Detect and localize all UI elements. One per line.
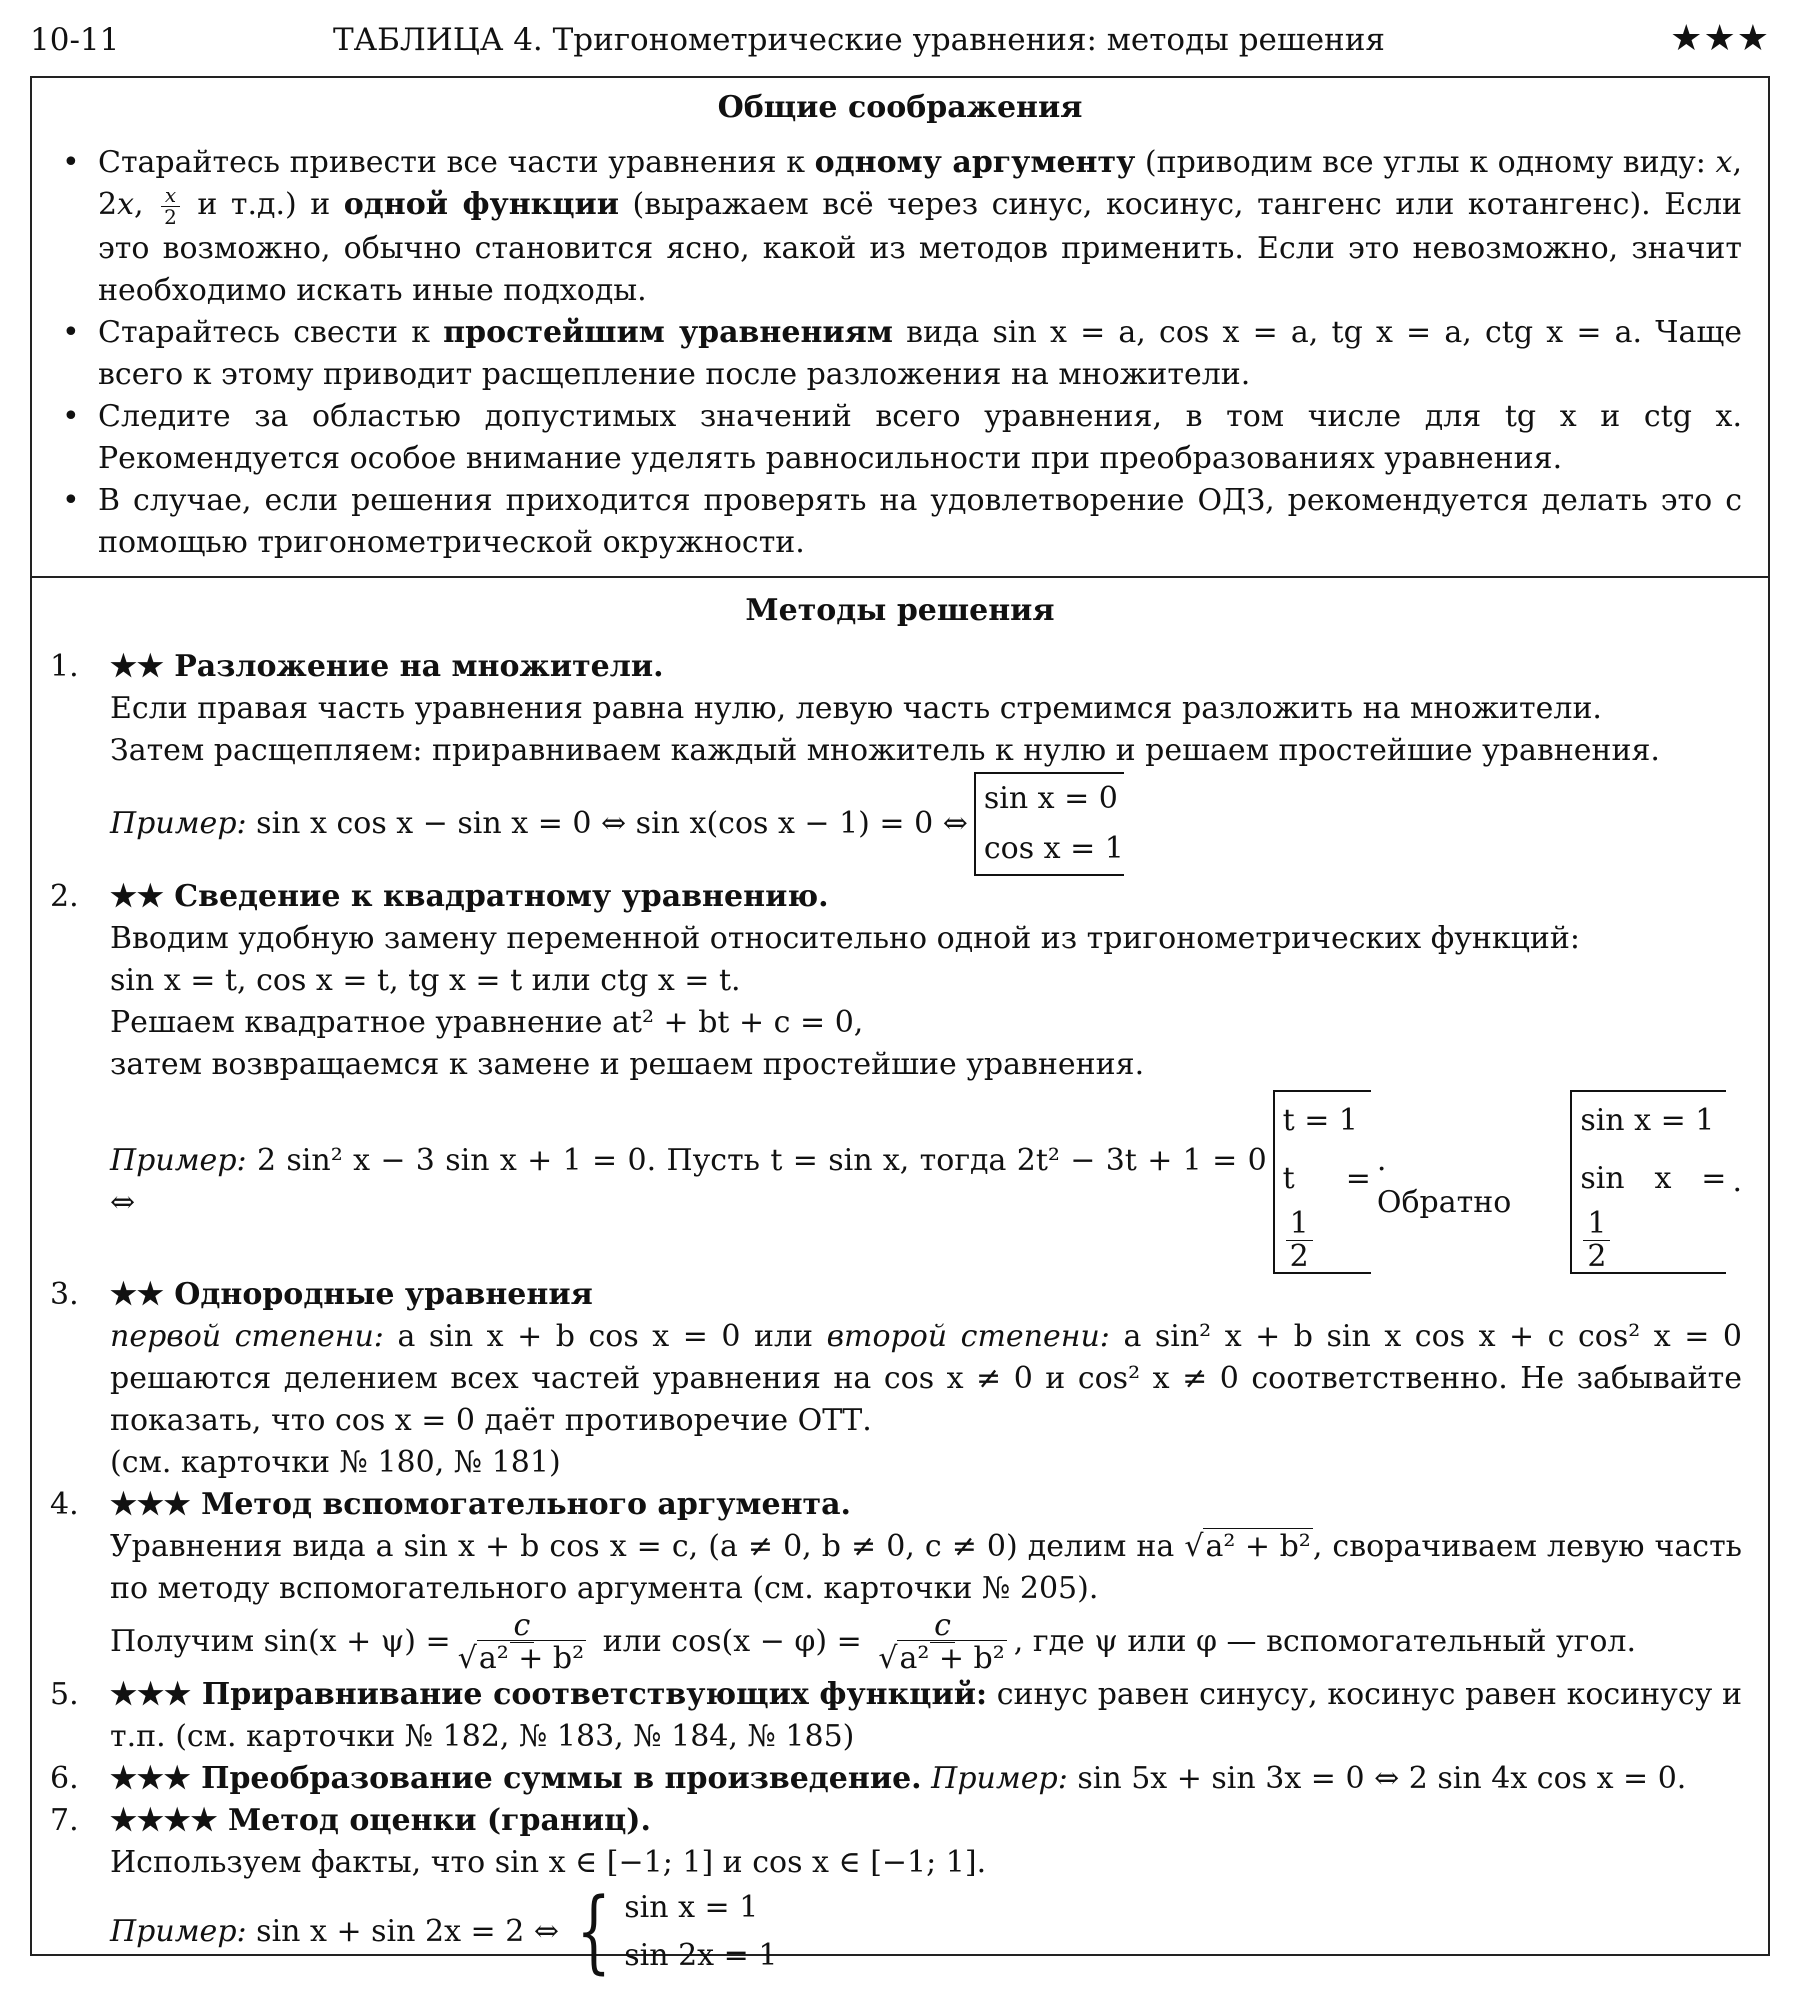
method-text: Используем факты, что sin x ∈ [−1; 1] и cos x ∈ [−1; 1]. xyxy=(110,1845,987,1880)
case-item: cos x = 1 xyxy=(983,831,1124,866)
methods-section-title: Методы решения xyxy=(745,593,1055,628)
content-box xyxy=(30,76,1770,1984)
x-over-2-fraction: $\frac{x}{2}$ xyxy=(160,185,181,228)
solution-set-bracket xyxy=(974,772,1124,876)
method-text: затем возвращаемся к замене и решаем простейшие уравнения. xyxy=(110,1047,1145,1082)
solution-set-bracket xyxy=(1570,1090,1726,1274)
bullet2-text-c: вида sin x = a, cos x = a, tg x = a, ctg x = a. Чаще всего к этому приводит расщепление после разложения на множители. xyxy=(98,314,1742,392)
case-item: t = 1 xyxy=(1282,1103,1359,1138)
example-label: Пример: xyxy=(921,1761,1068,1796)
method-estimation xyxy=(50,1800,1742,1984)
method-title: ★★★ Преобразование суммы в произведение. xyxy=(110,1761,922,1796)
section-divider xyxy=(32,576,1768,578)
back-substitution-label: . Обратно xyxy=(1376,1143,1512,1220)
sqrt-expression: √a² + b² xyxy=(1184,1529,1311,1564)
method-homogeneous xyxy=(50,1274,1742,1484)
one-half-fraction: $\frac{1}{2}$ xyxy=(1286,1208,1313,1272)
method-number: 3. xyxy=(50,1277,79,1312)
bullet-simplest-equations xyxy=(62,312,1742,396)
example-equation: sin x + sin 2x = 2 ⇔ xyxy=(246,1914,559,1949)
method-title: ★★★ Приравнивание соответствующих функций: xyxy=(110,1677,988,1712)
method-title: ★★ Однородные уравнения xyxy=(110,1277,593,1312)
bullet-one-argument: • Старайтесь привести все части уравнения к одному аргументу (приводим все углы к одному виду: x, 2x, $\frac{x}{2}$ и т.д.) и одной функции (выражаем всё через синус, косинус, тангенс или котангенс). Если это возможно, обычно становится ясно, какой из методов применить. Если это невозможно, значит необходимо искать иные подходы. xyxy=(62,142,1742,312)
grade-label: 10-11 xyxy=(30,22,120,58)
bullet1-text-c: (приводим все углы к одному виду: xyxy=(1135,145,1716,180)
methods-list xyxy=(50,646,1742,1984)
example-line xyxy=(110,772,1742,876)
method-number: 1. xyxy=(50,649,79,684)
general-bullets xyxy=(62,142,1742,564)
bullet1-bold-function: одной функции xyxy=(343,187,620,222)
method-factorization xyxy=(50,646,1742,876)
example-equation: 2 sin² x − 3 sin x + 1 = 0. Пусть t = sin x, тогда 2t² − 3t + 1 = 0 ⇔ xyxy=(110,1143,1267,1220)
method-text: Затем расщепляем: приравниваем каждый множитель к нулю и решаем простейшие уравнения. xyxy=(110,733,1660,768)
example-equation: sin 5x + sin 3x = 0 ⇔ 2 sin 4x cos x = 0. xyxy=(1067,1761,1687,1796)
solution-set-bracket xyxy=(1273,1090,1371,1274)
general-section-title: Общие соображения xyxy=(717,90,1083,125)
result-formula: Получим sin(x + ψ) = $\frac{c}{\text{√a² + b²}}$ или cos(x − φ) = $\frac{c}{\text{√a² + b²}}$ , где ψ или φ — вспомогательный угол. xyxy=(110,1608,1636,1676)
difficulty-stars: ★★★ xyxy=(1670,18,1770,59)
page-title: ТАБЛИЦА 4. Тригонометрические уравнения: методы решения xyxy=(333,22,1385,58)
bullet1-bold-argument: одному аргументу xyxy=(814,145,1136,180)
method-text xyxy=(110,1758,1742,1800)
method-title: ★★ Разложение на множители. xyxy=(110,649,664,684)
case-item: t = $\frac{1}{2}$ xyxy=(1282,1161,1371,1274)
method-text: ★★★ Приравнивание соответствующих функций: синус равен синусу, косинус равен косинусу и т.п. (см. карточки № 182, № 183, № 184, № 185) xyxy=(110,1677,1742,1754)
example-line xyxy=(110,1879,1742,1984)
bullet-domain: • Следите за областью допустимых значений всего уравнения, в том числе для tg x и ctg x. Рекомендуется особое внимание уделять равносильности при преобразованиях уравнения. xyxy=(62,396,1742,480)
bullet1-text-d: и т.д.) и xyxy=(183,187,344,222)
method-number: 5. xyxy=(50,1677,79,1712)
method-title: ★★ Сведение к квадратному уравнению. xyxy=(110,879,829,914)
c-over-sqrt-fraction: $\frac{c}{\text{√a² + b²}}$ xyxy=(457,1608,585,1676)
method-number: 6. xyxy=(50,1761,79,1796)
c-over-sqrt-fraction: $\frac{c}{\text{√a² + b²}}$ xyxy=(878,1608,1005,1676)
method-number: 7. xyxy=(50,1803,79,1838)
system-brace xyxy=(565,1879,778,1984)
case-item: sin x = $\frac{1}{2}$ xyxy=(1580,1161,1727,1274)
method-text: sin x = t, cos x = t, tg x = t или ctg x = t. xyxy=(110,963,741,998)
example-label: Пример: xyxy=(110,1914,247,1949)
bullet-odz-check: • В случае, если решения приходится проверять на удовлетворение ОДЗ, рекомендуется делать это с помощью тригонометрической окружности. xyxy=(62,480,1742,564)
bullet2-bold: простейшим уравнениям xyxy=(443,314,893,350)
method-quadratic xyxy=(50,876,1742,1274)
method-text: Решаем квадратное уравнение at² + bt + c = 0, xyxy=(110,1005,864,1040)
method-text: Если правая часть уравнения равна нулю, левую часть стремимся разложить на множители. xyxy=(110,691,1602,726)
example-label: Пример: xyxy=(110,1143,247,1178)
curly-brace-icon: { xyxy=(576,1879,611,1984)
method-text: Уравнения вида a sin x + b cos x = c, (a ≠ 0, b ≠ 0, c ≠ 0) делим на √a² + b², сворачиваем левую часть по методу вспомогательного аргумента (см. карточки № 205). xyxy=(110,1526,1742,1610)
system-item: sin x = 1 xyxy=(624,1890,759,1925)
example-equation: sin x cos x − sin x = 0 ⇔ sin x(cos x − 1) = 0 ⇔ xyxy=(246,806,968,841)
method-auxiliary-argument xyxy=(50,1484,1742,1674)
bullet1-text-f: (выражаем всё через синус, косинус, тангенс или котангенс). Если это возможно, обычно становится ясно, какой из методов применить. Если это невозможно, значит необходимо искать иные подходы. xyxy=(98,187,1743,308)
page-header xyxy=(30,18,1770,62)
case-item: sin x = 1 xyxy=(1580,1103,1715,1138)
card-reference: (см. карточки № 180, № 181) xyxy=(110,1445,561,1480)
method-title: ★★★ Метод вспомогательного аргумента. xyxy=(110,1487,852,1522)
method-text: Вводим удобную замену переменной относительно одной из тригонометрических функций: xyxy=(110,921,1581,956)
example-label: Пример: xyxy=(110,806,247,841)
bullet1-x: x xyxy=(1715,145,1733,180)
bullet1-text-a: Старайтесь привести все части уравнения к xyxy=(98,145,815,180)
bullet2-text-a: Старайтесь свести к xyxy=(98,314,444,350)
method-text: первой степени: a sin x + b cos x = 0 или второй степени: a sin² x + b sin x cos x + c cos² x = 0 решаются делением всех частей уравнения на cos x ≠ 0 и cos² x ≠ 0 соответственно. Не забывайте показать, что cos x = 0 даёт противоречие ОТТ. xyxy=(110,1319,1742,1438)
system-item: sin 2x = 1 xyxy=(624,1938,778,1973)
example-line: Пример: 2 sin² x − 3 sin x + 1 = 0. Пусть t = sin x, тогда 2t² − 3t + 1 = 0 ⇔ t = 1 t = $\frac{1}{2}$ . Обратно sin x = 1 sin x = $\frac{1}{2}$ . xyxy=(110,1090,1742,1274)
method-number: 2. xyxy=(50,879,79,914)
one-half-fraction: $\frac{1}{2}$ xyxy=(1583,1208,1610,1272)
method-sum-to-product xyxy=(50,1758,1742,1800)
method-equal-functions xyxy=(50,1674,1742,1758)
method-title: ★★★★ Метод оценки (границ). xyxy=(110,1803,651,1838)
case-item: sin x = 0 xyxy=(983,781,1118,816)
method-number: 4. xyxy=(50,1487,79,1522)
